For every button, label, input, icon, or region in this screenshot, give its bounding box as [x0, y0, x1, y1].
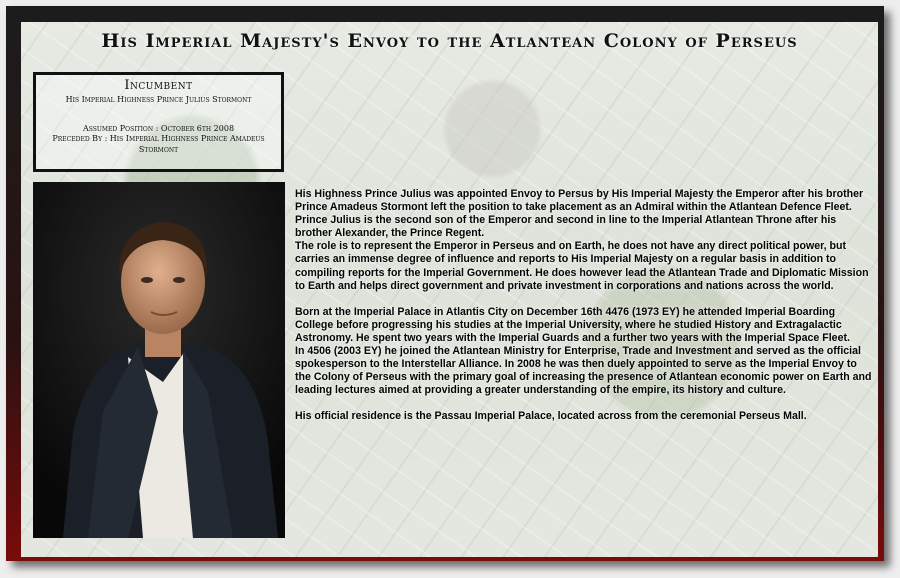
bio-paragraph-residence: His official residence is the Passau Imperial Palace, located across from the ceremonial Perseus Mall. — [295, 410, 807, 423]
incumbent-name: His Imperial Highness Prince Julius Stormont — [65, 95, 252, 104]
bio-paragraph-role: The role is to represent the Emperor in Perseus and on Earth, he does not have any direct political power, but carries an immense degree of influence and reports to His Imperial Majesty on a regular basis in addition to compiling reports for the Imperial Government. He does however lead the Atlantean Trade and Diplomatic Mission to Earth and helps direct government and private investment in corporations and nations across the world. — [295, 240, 869, 292]
city-background — [21, 22, 878, 557]
portrait-photo — [33, 182, 285, 538]
bio-paragraph-education: Born at the Imperial Palace in Atlantis City on December 16th 4476 (1973 EY) he attended Imperial Boarding College before progressing his studies at the Imperial University, where he studied History and Extragalactic Astronomy. He spent two years with the Imperial Guards and a further two years with the Imperial Space Fleet. — [295, 305, 850, 344]
portrait-figure — [33, 182, 285, 538]
bio-paragraph-career: In 4506 (2003 EY) he joined the Atlantean Ministry for Enterprise, Trade and Investment and served as the official spokesperson to the Interstellar Alliance. In 2008 he was then duely appointed to serve as the Imperial Envoy to the Colony of Perseus with the primary goal of increasing the presence of Atlantean economic power on Earth and leading lectures aimed at providing a greater understanding of the empire, its history and culture. — [295, 345, 872, 397]
poster-frame — [6, 6, 884, 561]
incumbent-box — [33, 72, 284, 172]
biography — [295, 188, 875, 437]
bio-paragraph-appointment: His Highness Prince Julius was appointed Envoy to Persus by His Imperial Majesty the Emperor after his brother Prince Amadeus Stormont left the position to take placement as an Admiral within the Atlantean Defence Fleet. Prince Julius is the second son of the Emperor and second in line to the Imperial Atlantean Throne after his brother Alexander, the Prince Regent. — [295, 188, 864, 240]
assumed-position: Assumed Position : October 6th 2008 — [82, 124, 235, 133]
preceded-by: Preceded By : His Imperial Highness Prince Amadeus Stormont — [52, 134, 265, 154]
incumbent-heading: Incumbent — [124, 78, 193, 93]
page-title: His Imperial Majesty's Envoy to the Atlantean Colony of Perseus — [101, 30, 798, 52]
